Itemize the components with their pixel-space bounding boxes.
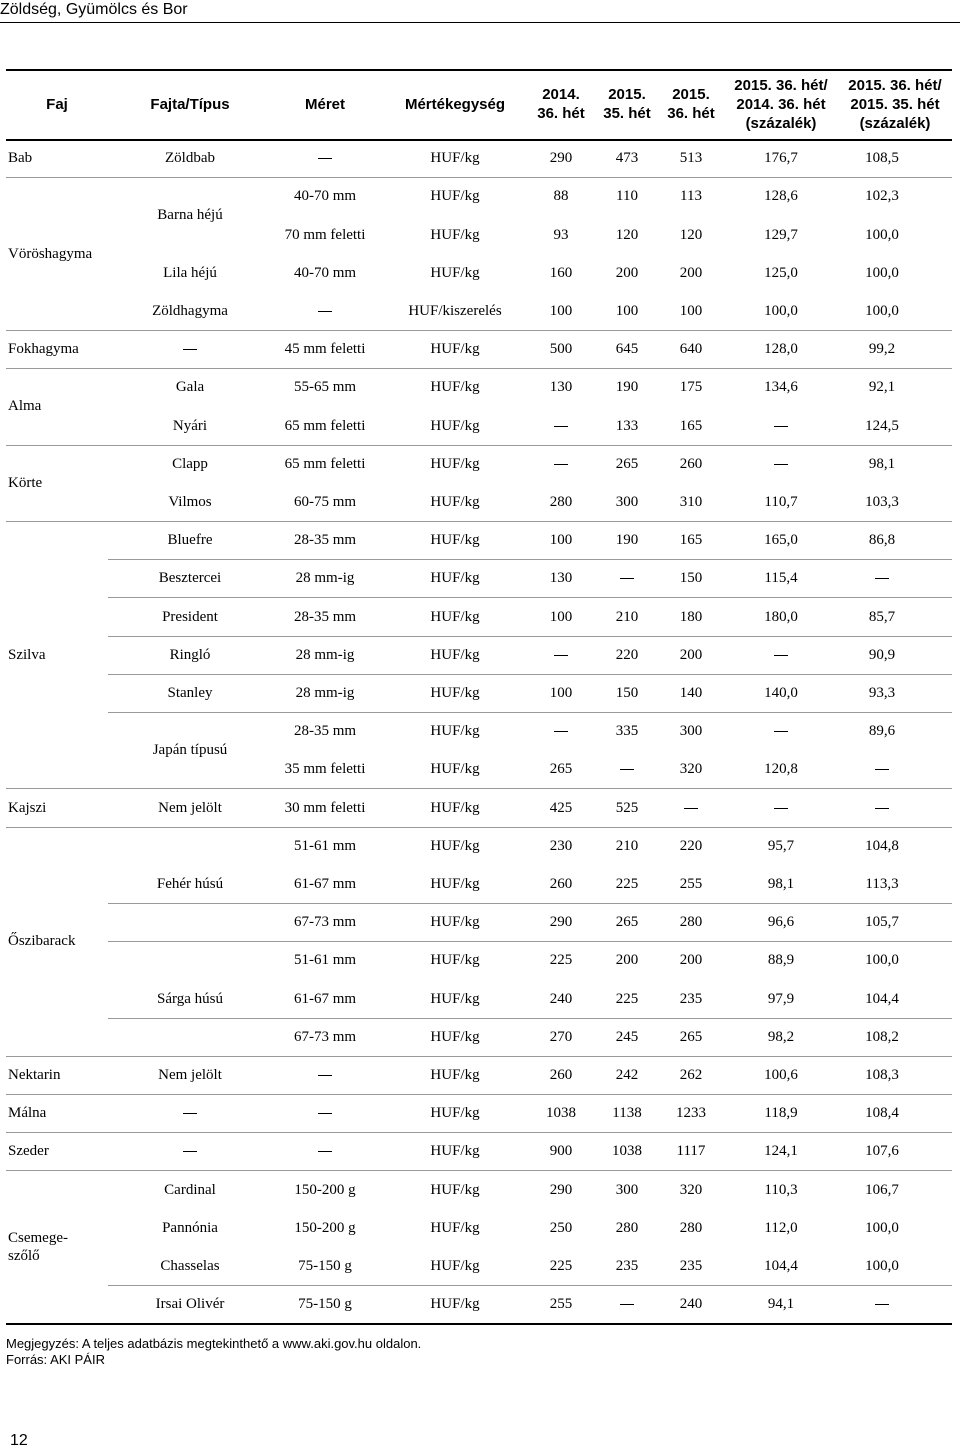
table-cell: 280 <box>679 914 703 931</box>
table-cell: Nektarin <box>8 1066 61 1083</box>
table-cell: 255 <box>679 875 703 892</box>
table-cell: HUF/kg <box>430 684 480 701</box>
column-header: 2015. 36. hét <box>667 86 715 122</box>
table-cell: 270 <box>549 1028 573 1045</box>
table-cell: Clapp <box>172 455 208 472</box>
table-cell: HUF/kg <box>430 990 480 1007</box>
column-header: 2015. 35. hét <box>603 86 651 122</box>
table-cell: Bluefre <box>167 532 213 549</box>
dash-mark <box>875 769 889 770</box>
table-cell: 28-35 mm <box>293 723 357 740</box>
table-cell: 290 <box>549 1181 573 1198</box>
column-header: 2015. 36. hét/ 2015. 35. hét (százalék) <box>848 76 942 132</box>
row-separator <box>108 712 952 713</box>
dash-mark <box>875 808 889 809</box>
table-cell: 118,9 <box>764 1105 798 1122</box>
table-cell: HUF/kg <box>430 837 480 854</box>
table-cell: 335 <box>615 723 639 740</box>
table-cell: 108,4 <box>865 1105 899 1122</box>
table-cell: HUF/kg <box>430 608 480 625</box>
table-cell: 133 <box>615 417 639 434</box>
table-cell: 113,3 <box>865 875 899 892</box>
header-divider <box>0 22 960 23</box>
table-cell: Chasselas <box>160 1257 220 1274</box>
source-note: Forrás: AKI PÁIR <box>6 1352 105 1367</box>
group-label: Alma <box>8 398 42 415</box>
dash-mark <box>774 426 788 427</box>
column-header: Fajta/Típus <box>150 95 230 113</box>
dash-mark <box>183 1151 197 1152</box>
table-cell: 93 <box>553 226 569 243</box>
table-cell: 240 <box>549 990 573 1007</box>
row-separator <box>6 177 952 178</box>
table-cell: Ringló <box>169 646 211 663</box>
row-separator <box>108 1018 952 1019</box>
table-cell: Gala <box>175 379 205 396</box>
table-cell: 28 mm-ig <box>295 646 355 663</box>
table-cell: 98,1 <box>868 455 896 472</box>
table-top-border <box>6 69 952 71</box>
page-header: Zöldség, Gyümölcs és Bor <box>0 1 188 18</box>
dash-mark <box>318 1113 332 1114</box>
table-cell: HUF/kg <box>430 1219 480 1236</box>
table-cell: 176,7 <box>764 150 798 167</box>
table-cell: 124,5 <box>865 417 899 434</box>
table-cell: 100 <box>679 302 703 319</box>
table-cell: 280 <box>679 1219 703 1236</box>
table-cell: 225 <box>549 1257 573 1274</box>
table-cell: HUF/kg <box>430 1066 480 1083</box>
table-cell: 128,0 <box>764 341 798 358</box>
table-cell: 265 <box>549 761 573 778</box>
table-cell: 60-75 mm <box>293 493 357 510</box>
row-separator <box>6 827 952 828</box>
table-cell: HUF/kg <box>430 875 480 892</box>
dash-mark <box>684 808 698 809</box>
group-label: Vöröshagyma <box>8 245 93 262</box>
table-cell: HUF/kg <box>430 646 480 663</box>
table-cell: 190 <box>615 379 639 396</box>
row-separator <box>6 1132 952 1133</box>
table-cell: Fokhagyma <box>8 341 79 358</box>
row-separator <box>6 368 952 369</box>
table-cell: Bab <box>8 150 33 167</box>
table-cell: HUF/kg <box>430 1257 480 1274</box>
table-cell: 140 <box>679 684 703 701</box>
table-cell: 210 <box>615 837 639 854</box>
table-cell: 100,0 <box>865 302 899 319</box>
table-cell: 640 <box>679 341 703 358</box>
table-cell: 51-61 mm <box>293 952 357 969</box>
dash-mark <box>774 808 788 809</box>
footnote: Megjegyzés: A teljes adatbázis megtekinthető a www.aki.gov.hu oldalon. <box>6 1336 422 1351</box>
table-cell: 235 <box>679 1257 703 1274</box>
table-cell: HUF/kg <box>430 417 480 434</box>
table-cell: HUF/kg <box>430 493 480 510</box>
table-cell: 150-200 g <box>294 1219 356 1236</box>
row-separator <box>6 521 952 522</box>
table-cell: 100 <box>615 302 639 319</box>
table-cell: 93,3 <box>868 684 896 701</box>
dash-mark <box>774 464 788 465</box>
table-cell: HUF/kg <box>430 455 480 472</box>
table-cell: 40-70 mm <box>293 188 357 205</box>
table-cell: 100,0 <box>865 1219 899 1236</box>
table-cell: 290 <box>549 914 573 931</box>
table-cell: 28 mm-ig <box>295 570 355 587</box>
table-cell: 200 <box>679 646 703 663</box>
header-bottom-border <box>6 139 952 141</box>
table-cell: 1038 <box>546 1105 576 1122</box>
table-cell: 245 <box>615 1028 639 1045</box>
table-cell: 108,2 <box>865 1028 899 1045</box>
table-cell: 235 <box>679 990 703 1007</box>
table-cell: 134,6 <box>764 379 798 396</box>
table-cell: 88,9 <box>767 952 795 969</box>
row-separator <box>6 788 952 789</box>
row-separator <box>108 597 952 598</box>
group-label: Körte <box>8 474 43 491</box>
table-cell: 500 <box>549 341 573 358</box>
table-cell: 165,0 <box>764 532 798 549</box>
table-cell: 225 <box>615 990 639 1007</box>
table-cell: 97,9 <box>767 990 795 1007</box>
table-cell: Lila héjú <box>163 264 217 281</box>
table-cell: 225 <box>615 875 639 892</box>
table-cell: 300 <box>615 1181 639 1198</box>
table-cell: 120 <box>679 226 703 243</box>
table-cell: 106,7 <box>865 1181 899 1198</box>
table-cell: 225 <box>549 952 573 969</box>
table-cell: 242 <box>615 1066 639 1083</box>
dash-mark <box>774 655 788 656</box>
table-cell: 130 <box>549 570 573 587</box>
table-cell: 180 <box>679 608 703 625</box>
table-cell: HUF/kg <box>430 761 480 778</box>
table-cell: Irsai Olivér <box>155 1296 225 1313</box>
row-separator <box>108 903 952 904</box>
column-header: 2014. 36. hét <box>537 86 585 122</box>
dash-mark <box>774 731 788 732</box>
table-cell: Besztercei <box>158 570 222 587</box>
table-bottom-border <box>6 1323 952 1325</box>
table-cell: 67-73 mm <box>293 914 357 931</box>
table-cell: HUF/kg <box>430 532 480 549</box>
table-cell: 1038 <box>612 1143 642 1160</box>
group-label: Barna héjú <box>157 207 223 224</box>
table-cell: HUF/kg <box>430 264 480 281</box>
row-separator <box>6 1094 952 1095</box>
table-cell: 65 mm feletti <box>284 417 366 434</box>
table-cell: HUF/kiszerelés <box>408 302 502 319</box>
table-cell: 645 <box>615 341 639 358</box>
table-cell: 113 <box>680 188 702 205</box>
table-cell: Kajszi <box>8 799 47 816</box>
table-cell: 28-35 mm <box>293 608 357 625</box>
table-cell: 110,3 <box>764 1181 798 1198</box>
table-cell: Stanley <box>167 684 213 701</box>
table-cell: 320 <box>679 761 703 778</box>
table-cell: 310 <box>679 493 703 510</box>
dash-mark <box>318 1075 332 1076</box>
table-cell: 260 <box>549 1066 573 1083</box>
table-cell: 40-70 mm <box>293 264 357 281</box>
table-cell: 425 <box>549 799 573 816</box>
table-cell: 100 <box>549 608 573 625</box>
table-cell: HUF/kg <box>430 1143 480 1160</box>
table-cell: 104,4 <box>764 1257 798 1274</box>
table-cell: 75-150 g <box>298 1257 352 1274</box>
table-cell: HUF/kg <box>430 1105 480 1122</box>
table-cell: 100,0 <box>865 264 899 281</box>
table-cell: 100,0 <box>764 302 798 319</box>
row-separator <box>6 445 952 446</box>
table-cell: 105,7 <box>865 914 899 931</box>
table-cell: HUF/kg <box>430 188 480 205</box>
row-separator <box>6 330 952 331</box>
group-label: Japán típusú <box>152 742 228 759</box>
column-header: 2015. 36. hét/ 2014. 36. hét (százalék) <box>734 76 828 132</box>
table-cell: 110,7 <box>764 493 798 510</box>
table-cell: 150-200 g <box>294 1181 356 1198</box>
dash-mark <box>875 578 889 579</box>
table-cell: 35 mm feletti <box>284 761 366 778</box>
table-cell: 86,8 <box>868 532 896 549</box>
table-cell: 124,1 <box>764 1143 798 1160</box>
table-cell: 125,0 <box>764 264 798 281</box>
table-cell: 99,2 <box>868 341 896 358</box>
table-cell: 45 mm feletti <box>284 341 366 358</box>
table-cell: Nyári <box>172 417 208 434</box>
table-cell: 900 <box>549 1143 573 1160</box>
table-cell: 100 <box>549 302 573 319</box>
table-cell: 112,0 <box>764 1219 798 1236</box>
table-cell: 280 <box>615 1219 639 1236</box>
table-cell: 98,2 <box>767 1028 795 1045</box>
table-cell: 265 <box>615 914 639 931</box>
table-cell: 70 mm feletti <box>284 226 366 243</box>
table-cell: 1138 <box>612 1105 642 1122</box>
dash-mark <box>183 349 197 350</box>
table-cell: Sárga húsú <box>157 990 223 1007</box>
table-cell: 51-61 mm <box>293 837 357 854</box>
row-separator <box>108 636 952 637</box>
table-cell: 230 <box>549 837 573 854</box>
table-cell: Málna <box>8 1105 47 1122</box>
table-cell: HUF/kg <box>430 1181 480 1198</box>
table-cell: 140,0 <box>764 684 798 701</box>
table-cell: 89,6 <box>868 723 896 740</box>
table-cell: 525 <box>615 799 639 816</box>
table-cell: 120,8 <box>764 761 798 778</box>
table-cell: 30 mm feletti <box>284 799 366 816</box>
table-cell: 235 <box>615 1257 639 1274</box>
table-cell: HUF/kg <box>430 1028 480 1045</box>
table-cell: 150 <box>615 684 639 701</box>
table-cell: 61-67 mm <box>293 990 357 1007</box>
table-cell: 100 <box>549 532 573 549</box>
table-cell: Cardinal <box>164 1181 216 1198</box>
dash-mark <box>318 1151 332 1152</box>
table-cell: 165 <box>679 417 703 434</box>
table-cell: Szeder <box>8 1143 49 1160</box>
table-cell: 300 <box>615 493 639 510</box>
table-cell: 100,0 <box>865 226 899 243</box>
table-cell: Nem jelölt <box>158 1066 222 1083</box>
table-cell: Zöldhagyma <box>152 302 228 319</box>
table-cell: HUF/kg <box>430 379 480 396</box>
table-cell: 103,3 <box>865 493 899 510</box>
table-cell: HUF/kg <box>430 150 480 167</box>
column-header: Faj <box>46 95 68 113</box>
table-cell: HUF/kg <box>430 723 480 740</box>
row-separator <box>6 1170 952 1171</box>
table-cell: HUF/kg <box>430 570 480 587</box>
table-cell: 110 <box>616 188 638 205</box>
table-cell: 90,9 <box>868 646 896 663</box>
table-cell: 160 <box>549 264 573 281</box>
table-cell: 240 <box>679 1296 703 1313</box>
table-cell: Vilmos <box>168 493 212 510</box>
table-cell: 108,3 <box>865 1066 899 1083</box>
table-cell: 260 <box>549 875 573 892</box>
table-cell: HUF/kg <box>430 799 480 816</box>
table-cell: 107,6 <box>865 1143 899 1160</box>
table-cell: 260 <box>679 455 703 472</box>
table-cell: 96,6 <box>767 914 795 931</box>
table-cell: 95,7 <box>767 837 795 854</box>
table-cell: President <box>162 608 218 625</box>
table-cell: 265 <box>615 455 639 472</box>
table-cell: HUF/kg <box>430 1296 480 1313</box>
table-cell: 65 mm feletti <box>284 455 366 472</box>
table-cell: 1233 <box>676 1105 706 1122</box>
table-cell: 28-35 mm <box>293 532 357 549</box>
table-cell: 129,7 <box>764 226 798 243</box>
table-cell: 75-150 g <box>298 1296 352 1313</box>
group-label: Őszibarack <box>8 933 76 950</box>
table-cell: HUF/kg <box>430 914 480 931</box>
row-separator <box>108 674 952 675</box>
table-cell: 61-67 mm <box>293 875 357 892</box>
table-cell: 255 <box>549 1296 573 1313</box>
table-cell: 300 <box>679 723 703 740</box>
table-cell: 115,4 <box>764 570 798 587</box>
table-cell: 92,1 <box>868 379 896 396</box>
dash-mark <box>318 158 332 159</box>
table-cell: 88 <box>553 188 569 205</box>
column-header: Méret <box>304 95 345 113</box>
table-cell: 85,7 <box>868 608 896 625</box>
table-cell: 104,4 <box>865 990 899 1007</box>
table-cell: 200 <box>679 264 703 281</box>
table-cell: 150 <box>679 570 703 587</box>
table-cell: 130 <box>549 379 573 396</box>
table-cell: 200 <box>615 264 639 281</box>
table-cell: 28 mm-ig <box>295 684 355 701</box>
table-cell: 280 <box>549 493 573 510</box>
dash-mark <box>875 1304 889 1305</box>
table-cell: 104,8 <box>865 837 899 854</box>
column-header: Mértékegység <box>404 95 506 113</box>
row-separator <box>108 941 952 942</box>
group-label: Csemege- szőlő <box>8 1229 68 1264</box>
table-cell: HUF/kg <box>430 341 480 358</box>
table-cell: 100,0 <box>865 952 899 969</box>
table-cell: 180,0 <box>764 608 798 625</box>
dash-mark <box>183 1113 197 1114</box>
table-cell: 55-65 mm <box>293 379 357 396</box>
table-cell: 220 <box>615 646 639 663</box>
table-cell: 102,3 <box>865 188 899 205</box>
table-cell: Pannónia <box>162 1219 218 1236</box>
table-cell: 100,0 <box>865 1257 899 1274</box>
table-cell: Fehér húsú <box>156 875 224 892</box>
table-cell: 128,6 <box>764 188 798 205</box>
table-cell: 200 <box>615 952 639 969</box>
table-cell: 220 <box>679 837 703 854</box>
table-cell: 250 <box>549 1219 573 1236</box>
table-cell: 200 <box>679 952 703 969</box>
table-cell: HUF/kg <box>430 952 480 969</box>
table-cell: 1117 <box>676 1143 706 1160</box>
table-cell: 67-73 mm <box>293 1028 357 1045</box>
table-cell: 165 <box>679 532 703 549</box>
table-cell: 210 <box>615 608 639 625</box>
table-cell: 473 <box>615 150 639 167</box>
table-cell: 190 <box>615 532 639 549</box>
table-cell: 94,1 <box>767 1296 795 1313</box>
table-cell: 265 <box>679 1028 703 1045</box>
table-cell: 98,1 <box>767 875 795 892</box>
table-cell: 120 <box>615 226 639 243</box>
table-cell: 100 <box>549 684 573 701</box>
row-separator <box>6 1056 952 1057</box>
table-cell: Nem jelölt <box>158 799 222 816</box>
page-number: 12 <box>10 1432 28 1449</box>
row-separator <box>108 1285 952 1286</box>
table-cell: 513 <box>679 150 703 167</box>
table-cell: 100,6 <box>764 1066 798 1083</box>
table-cell: 175 <box>679 379 703 396</box>
dash-mark <box>318 311 332 312</box>
table-cell: 108,5 <box>865 150 899 167</box>
table-cell: 290 <box>549 150 573 167</box>
table-cell: HUF/kg <box>430 226 480 243</box>
table-cell: 320 <box>679 1181 703 1198</box>
group-label: Szilva <box>8 646 46 663</box>
row-separator <box>108 559 952 560</box>
table-cell: Zöldbab <box>165 150 215 167</box>
table-cell: 262 <box>679 1066 703 1083</box>
